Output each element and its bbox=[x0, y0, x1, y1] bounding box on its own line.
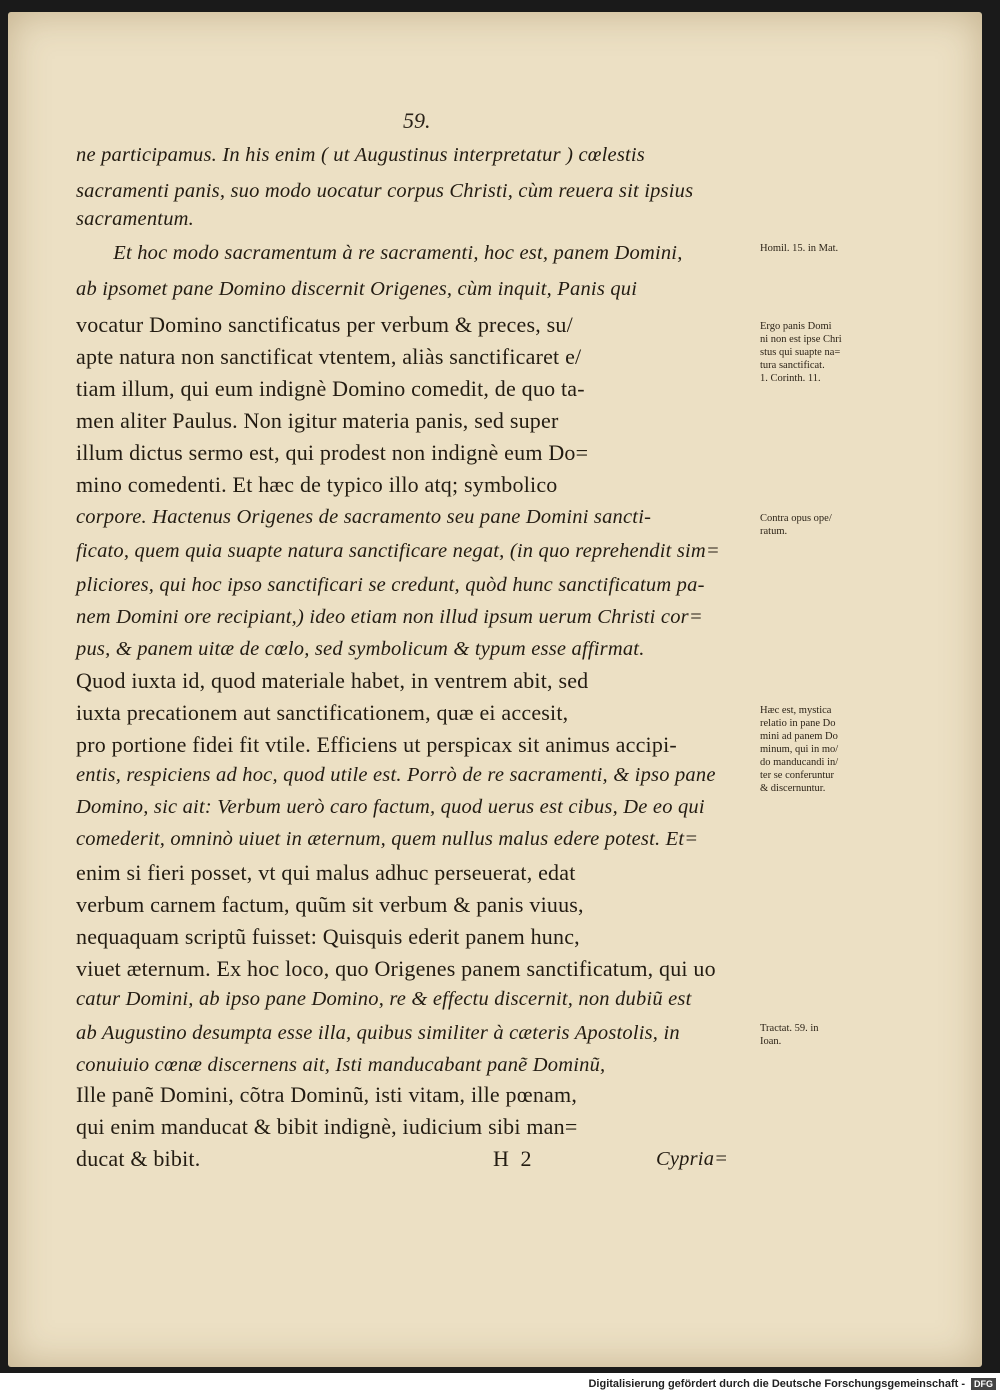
text-line: catur Domini, ab ipso pane Domino, re & effectu discernit, non dubiũ est bbox=[76, 988, 692, 1010]
dfg-logo: DFG bbox=[971, 1378, 996, 1390]
text-line: entis, respiciens ad hoc, quod utile est. Porrò de re sacramenti, & ipso pane bbox=[76, 764, 716, 786]
text-line: viuet æternum. Ex hoc loco, quo Origenes panem sanctificatum, qui uo bbox=[76, 956, 716, 981]
text-line: Ille panẽ Domini, cõtra Dominũ, isti vitam, ille pœnam, bbox=[76, 1082, 578, 1107]
book-page bbox=[8, 12, 982, 1367]
text-line: illum dictus sermo est, qui prodest non indignè eum Do= bbox=[76, 440, 589, 465]
margin-note-line: Contra opus ope/ bbox=[760, 513, 832, 524]
margin-note-line: Ioan. bbox=[760, 1036, 782, 1047]
margin-note-line: do manducandi in/ bbox=[760, 757, 839, 768]
margin-note-line: ratum. bbox=[760, 526, 788, 537]
text-line: Et hoc modo sacramentum à re sacramenti, hoc est, panem Domini, bbox=[76, 242, 683, 264]
funding-credit: Digitalisierung gefördert durch die Deutsche Forschungsgemeinschaft - bbox=[588, 1378, 965, 1390]
text-line: nem Domini ore recipiant,) ideo etiam non illud ipsum uerum Christi cor= bbox=[76, 606, 703, 628]
text-line: pliciores, qui hoc ipso sanctificari se credunt, quòd hunc sanctificatum pa- bbox=[76, 574, 705, 596]
margin-note-line: & discernuntur. bbox=[760, 783, 826, 794]
text-line: ficato, quem quia suapte natura sanctificare negat, (in quo reprehendit sim= bbox=[76, 540, 720, 562]
text-line: ab Augustino desumpta esse illa, quibus similiter à cæteris Apostolis, in bbox=[76, 1022, 680, 1044]
margin-note-line: relatio in pane Do bbox=[760, 718, 836, 729]
margin-note-line: Tractat. 59. in bbox=[760, 1023, 819, 1034]
margin-note-line: Ergo panis Domi bbox=[760, 321, 832, 332]
margin-note-line: ter se conferuntur bbox=[760, 770, 835, 781]
catchword: Cypria= bbox=[656, 1148, 729, 1170]
margin-note bbox=[760, 1022, 819, 1048]
text-line: men aliter Paulus. Non igitur materia panis, sed super bbox=[76, 408, 559, 433]
text-line: comederit, omninò uiuet in æternum, quem nullus malus edere potest. Et= bbox=[76, 828, 699, 850]
margin-note-line: ni non est ipse Chri bbox=[760, 334, 842, 345]
text-line: ne participamus. In his enim ( ut Augustinus interpretatur ) cœlestis bbox=[76, 144, 645, 166]
margin-note-line: minum, qui in mo/ bbox=[760, 744, 839, 755]
text-line: ducat & bibit. bbox=[76, 1146, 201, 1171]
page-number: 59. bbox=[403, 108, 431, 133]
margin-note bbox=[760, 320, 842, 385]
margin-note bbox=[760, 512, 832, 538]
margin-note bbox=[760, 704, 838, 795]
text-line: mino comedenti. Et hæc de typico illo atq; symbolico bbox=[76, 472, 558, 497]
margin-note-line: tura sanctificat. bbox=[760, 360, 825, 371]
text-line: apte natura non sanctificat vtentem, aliàs sanctificaret e/ bbox=[76, 344, 582, 369]
signature-mark: H 2 bbox=[493, 1146, 532, 1171]
text-line: pus, & panem uitæ de cœlo, sed symbolicum & typum esse affirmat. bbox=[76, 638, 645, 660]
text-line: vocatur Domino sanctificatus per verbum & preces, su/ bbox=[76, 312, 573, 337]
footer-bar bbox=[0, 1373, 1000, 1395]
margin-note-line: stus qui suapte na= bbox=[760, 347, 841, 358]
text-line: Domino, sic ait: Verbum uerò caro factum, quod uerus est cibus, De eo qui bbox=[76, 796, 705, 818]
text-line: qui enim manducat & bibit indignè, iudicium sibi man= bbox=[76, 1114, 578, 1139]
text-line: corpore. Hactenus Origenes de sacramento seu pane Domini sancti- bbox=[76, 506, 652, 528]
text-line: sacramentum. bbox=[76, 208, 194, 230]
text-line: verbum carnem factum, quũm sit verbum & panis viuus, bbox=[76, 892, 584, 917]
text-line: ab ipsomet pane Domino discernit Origenes, cùm inquit, Panis qui bbox=[76, 278, 638, 300]
text-line: conuiuio cœnæ discernens ait, Isti manducabant panẽ Dominũ, bbox=[76, 1054, 606, 1076]
text-line: iuxta precationem aut sanctificationem, quæ ei accesit, bbox=[76, 700, 569, 725]
text-line: tiam illum, qui eum indignè Domino comedit, de quo ta- bbox=[76, 376, 585, 401]
margin-note bbox=[760, 242, 838, 255]
margin-note-line: 1. Corinth. 11. bbox=[760, 373, 821, 384]
text-line: sacramenti panis, suo modo uocatur corpus Christi, cùm reuera sit ipsius bbox=[76, 180, 694, 202]
text-line: Quod iuxta id, quod materiale habet, in ventrem abit, sed bbox=[76, 668, 589, 693]
text-line: nequaquam scriptũ fuisset: Quisquis ederit panem hunc, bbox=[76, 924, 580, 949]
margin-note-line: Hæc est, mystica bbox=[760, 705, 832, 716]
text-line: enim si fieri posset, vt qui malus adhuc perseuerat, edat bbox=[76, 860, 576, 885]
margin-note-line: mini ad panem Do bbox=[760, 731, 838, 742]
margin-note-line: Homil. 15. in Mat. bbox=[760, 243, 839, 254]
text-line: pro portione fidei fit vtile. Efficiens ut perspicax sit animus accipi- bbox=[76, 732, 677, 757]
